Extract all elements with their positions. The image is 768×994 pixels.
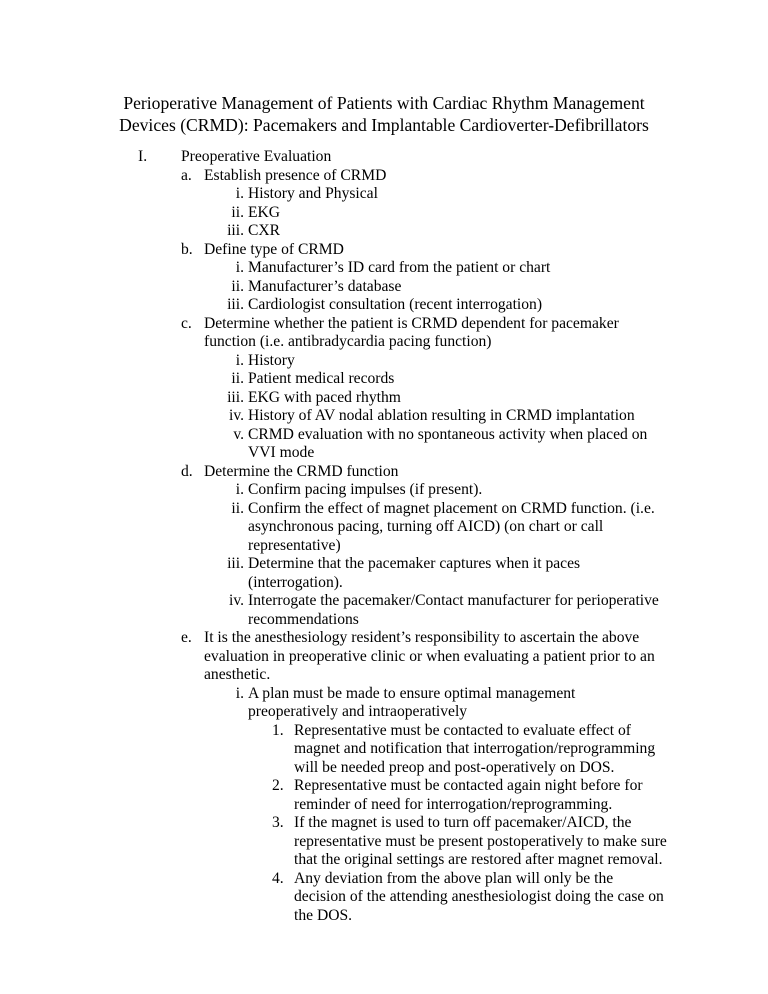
outline-marker: i. <box>235 351 244 369</box>
outline-marker: c. <box>181 314 192 332</box>
outline-text: History <box>248 351 295 369</box>
outline-item <box>0 185 768 204</box>
outline-item <box>0 685 768 722</box>
outline-marker: iii. <box>227 222 244 239</box>
outline-item <box>0 222 768 241</box>
outline-item <box>0 241 768 260</box>
outline-item <box>0 777 768 814</box>
outline-marker: ii. <box>231 370 244 387</box>
document-title: Perioperative Management of Patients with Cardiac Rhythm Management Devices (CRMD): Pacemakers and Implantable Cardioverter-Defibrillators <box>119 93 649 135</box>
outline-text: CRMD evaluation with no spontaneous activity when placed on VVI mode <box>248 425 648 461</box>
outline-text: History and Physical <box>248 185 378 202</box>
outline-marker: ii. <box>231 499 244 517</box>
outline-marker: i. <box>235 481 244 498</box>
outline-text: Confirm the effect of magnet placement on CRMD function. (i.e. asynchronous pacing, turning off AICD) (on chart or call representative) <box>248 499 655 554</box>
outline-item <box>0 629 768 685</box>
outline-item <box>0 426 768 463</box>
outline-item <box>0 204 768 223</box>
outline-text: If the magnet is used to turn off pacemaker/AICD, the representative must be present postoperatively to make sure that the original settings are restored after magnet removal. <box>294 814 667 868</box>
outline-marker: i. <box>235 185 244 202</box>
outline-item <box>0 315 768 352</box>
outline-item <box>0 296 768 315</box>
outline-text: Manufacturer’s ID card from the patient or chart <box>248 259 551 276</box>
outline-item <box>0 555 768 592</box>
outline-item <box>0 148 768 167</box>
outline-marker: iii. <box>227 555 244 572</box>
outline-text: Representative must be contacted to evaluate effect of magnet and notification that interrogation/reprogramming will be needed preop and post-operatively on DOS. <box>294 721 656 776</box>
outline-marker: 3. <box>272 814 284 831</box>
outline-text: Confirm pacing impulses (if present). <box>248 481 483 498</box>
outline-marker: ii. <box>231 203 244 221</box>
outline-item <box>0 167 768 186</box>
outline-text: It is the anesthesiology resident’s responsibility to ascertain the above evaluation in preoperative clinic or when evaluating a patient prior to an anesthetic. <box>204 629 655 683</box>
outline-marker: iii. <box>227 296 244 313</box>
outline-item <box>0 370 768 389</box>
outline-text: Manufacturer’s database <box>248 277 402 295</box>
outline-item <box>0 278 768 297</box>
outline-marker: a. <box>181 166 192 184</box>
outline-item <box>0 814 768 870</box>
outline-text: Determine whether the patient is CRMD dependent for pacemaker function (i.e. antibradycardia pacing function) <box>204 314 619 350</box>
outline-text: Cardiologist consultation (recent interrogation) <box>248 296 543 313</box>
outline-item <box>0 592 768 629</box>
outline-text: History of AV nodal ablation resulting in CRMD implantation <box>248 407 635 424</box>
outline-marker: iv. <box>228 407 244 424</box>
outline-text: EKG with paced rhythm <box>248 388 401 406</box>
outline-marker: e. <box>181 629 192 646</box>
outline-item <box>0 389 768 408</box>
outline-marker: iv. <box>228 592 244 609</box>
outline-item <box>0 259 768 278</box>
outline-text: Representative must be contacted again night before for reminder of need for interrogation/reprogramming. <box>294 777 643 813</box>
outline-text: Preoperative Evaluation <box>181 148 332 165</box>
outline-list <box>0 148 768 925</box>
outline-text: Determine the CRMD function <box>204 462 399 480</box>
outline-item <box>0 481 768 500</box>
outline-text: A plan must be made to ensure optimal management preoperatively and intraoperatively <box>248 684 576 720</box>
outline-marker: 2. <box>272 777 284 794</box>
outline-marker: i. <box>235 684 244 702</box>
outline-marker: b. <box>181 240 193 258</box>
outline-item <box>0 500 768 556</box>
outline-marker: ii. <box>231 277 244 295</box>
outline-marker: 4. <box>272 869 284 887</box>
outline-item <box>0 407 768 426</box>
outline-text: EKG <box>248 203 281 221</box>
outline-item <box>0 352 768 371</box>
outline-text: Define type of CRMD <box>204 240 344 258</box>
outline-item <box>0 722 768 778</box>
outline-marker: I. <box>138 148 148 165</box>
outline-text: Patient medical records <box>248 370 395 387</box>
outline-marker: v. <box>233 425 244 443</box>
outline-text: CXR <box>248 222 281 239</box>
outline-text: Any deviation from the above plan will only be the decision of the attending anesthesiologist doing the case on the DOS. <box>294 869 664 924</box>
outline-marker: iii. <box>227 388 244 406</box>
outline-marker: 1. <box>272 721 284 739</box>
outline-text: Establish presence of CRMD <box>204 166 387 184</box>
outline-marker: i. <box>235 259 244 276</box>
outline-text: Determine that the pacemaker captures when it paces (interrogation). <box>248 555 581 591</box>
outline-item <box>0 870 768 926</box>
outline-item <box>0 463 768 482</box>
outline-marker: d. <box>181 462 193 480</box>
outline-text: Interrogate the pacemaker/Contact manufacturer for perioperative recommendations <box>248 592 659 628</box>
